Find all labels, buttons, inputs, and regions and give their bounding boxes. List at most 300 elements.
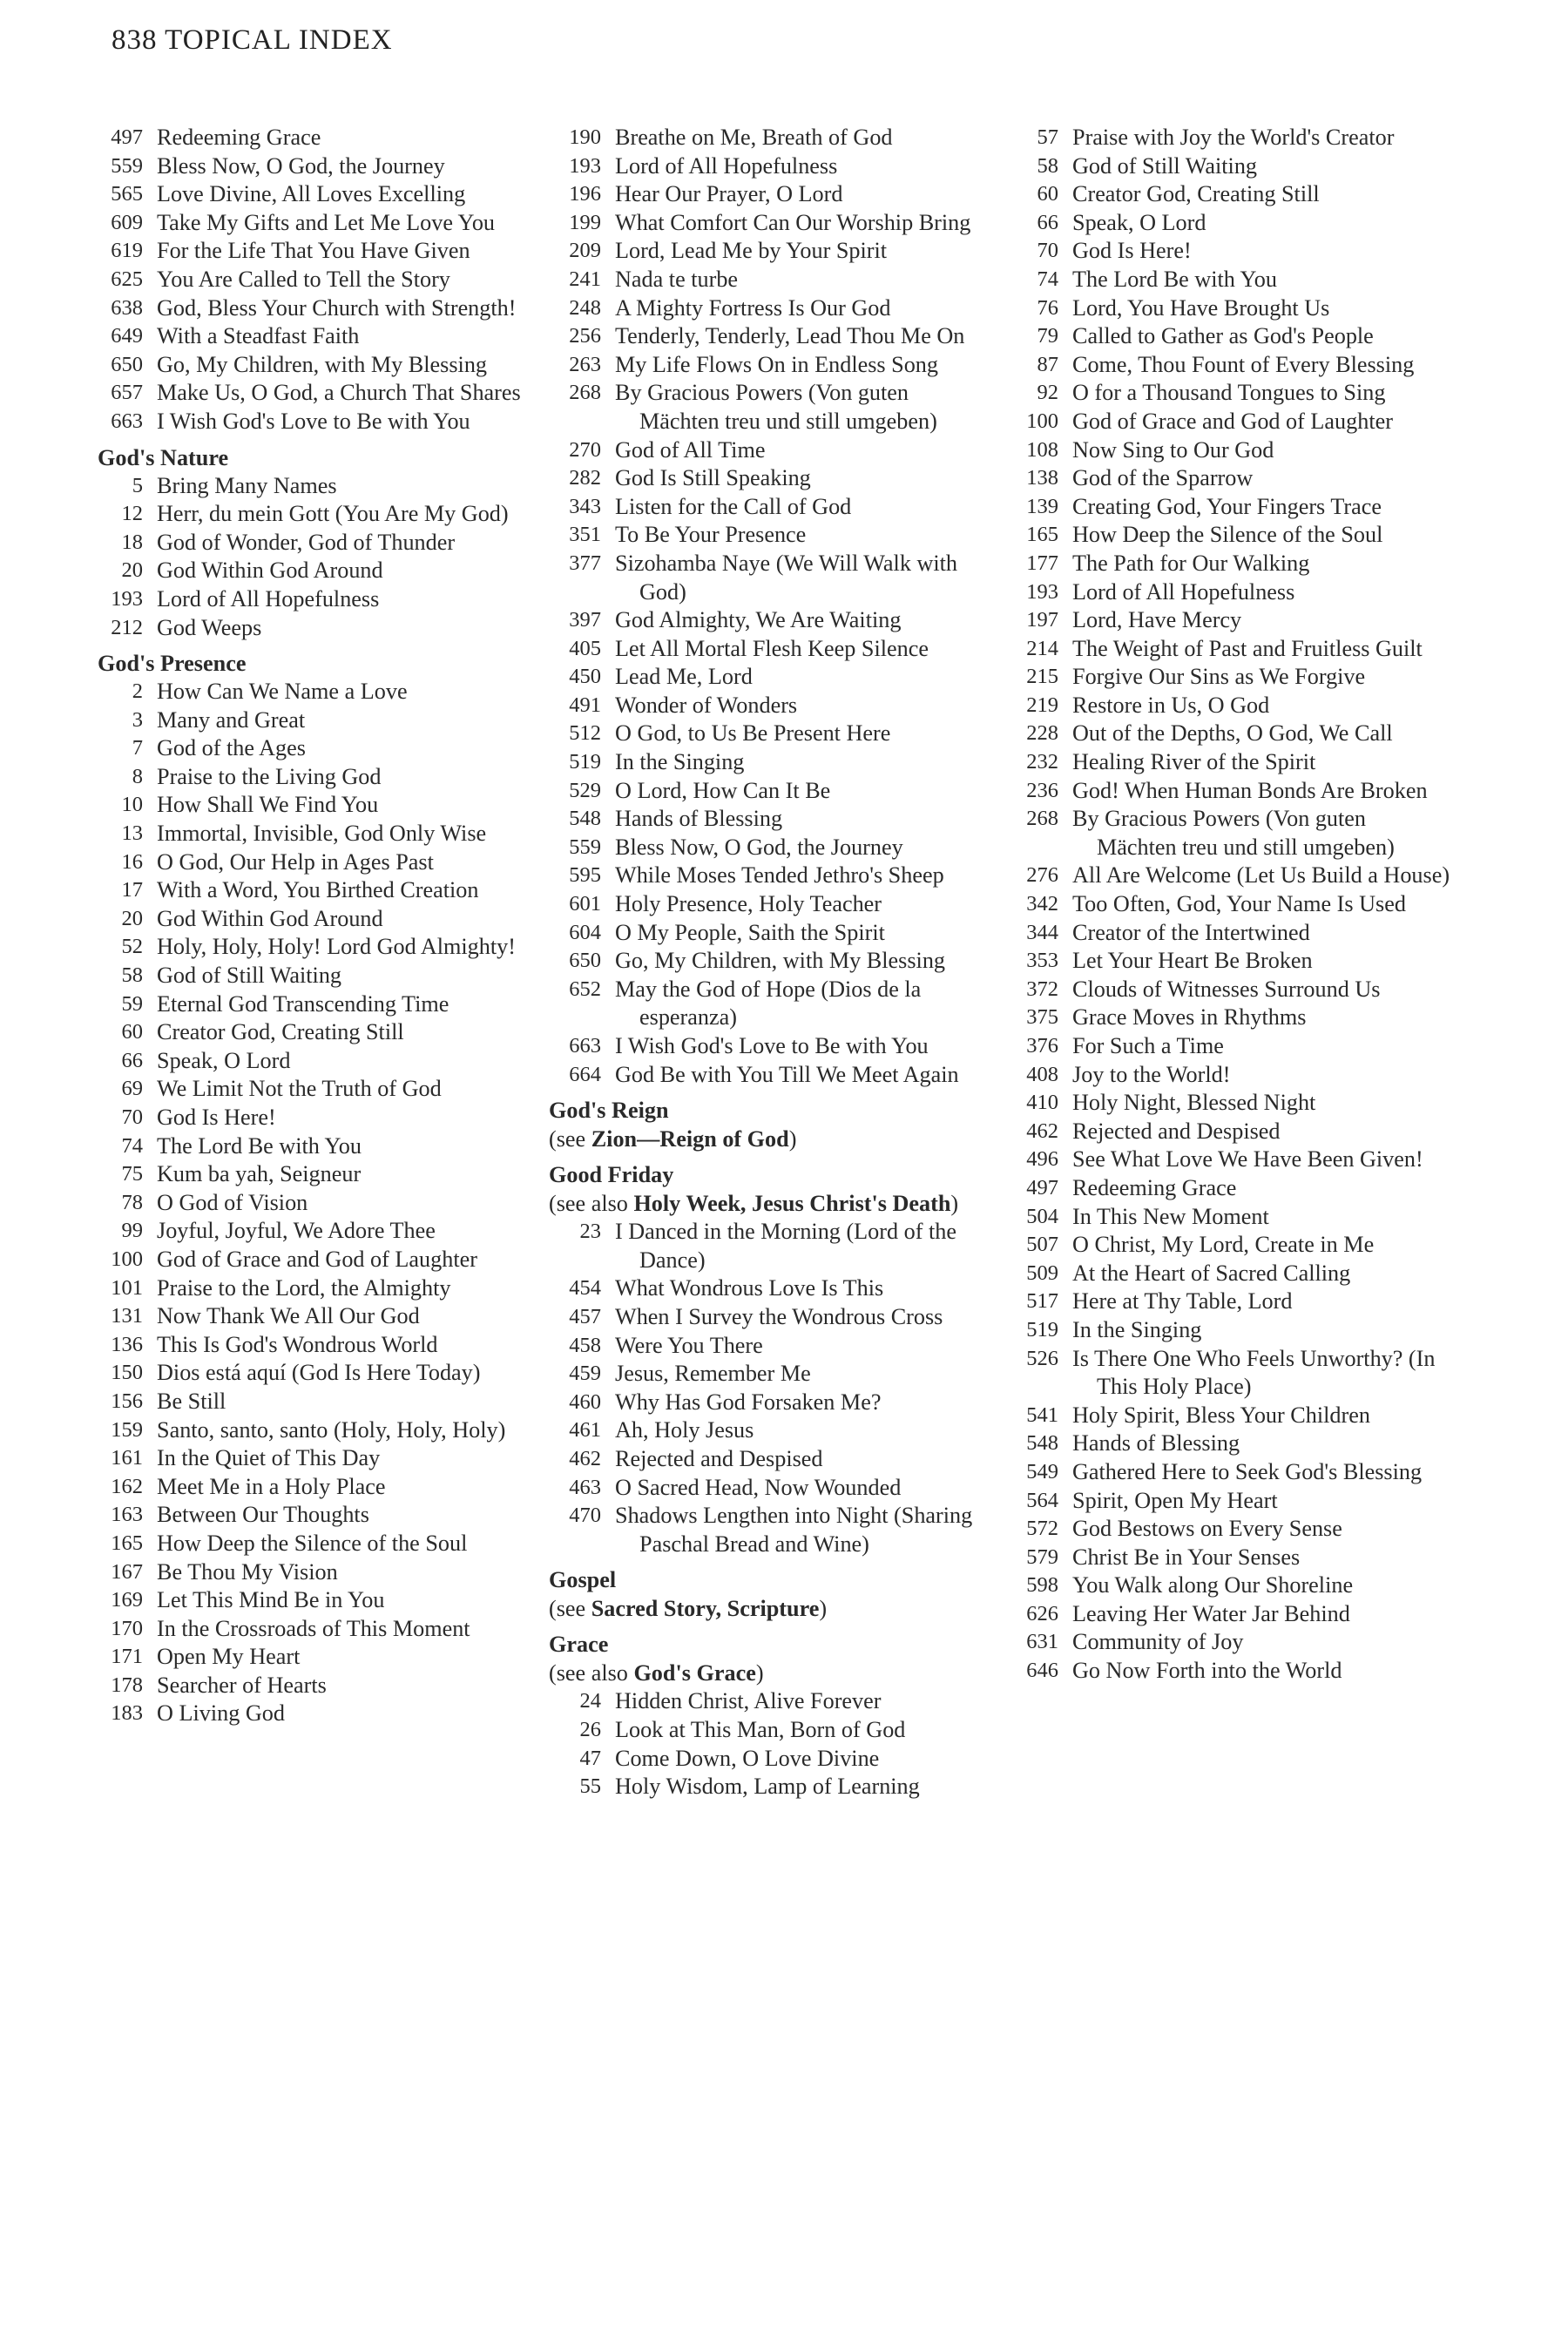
index-entry xyxy=(98,933,551,962)
index-entry xyxy=(549,436,976,465)
hymn-title: Immortal, Invisible, God Only Wise xyxy=(157,821,487,847)
index-entry xyxy=(549,1716,976,1745)
index-entry xyxy=(549,237,976,266)
hymn-number: 548 xyxy=(1026,1431,1058,1456)
hymn-number: 92 xyxy=(1037,381,1058,405)
hymn-number: 638 xyxy=(111,295,143,320)
hymn-number: 26 xyxy=(579,1717,601,1741)
hymn-title: Bless Now, O God, the Journey xyxy=(157,152,445,179)
hymn-title: The Lord Be with You xyxy=(1072,266,1277,292)
hymn-title: Clouds of Witnesses Surround Us xyxy=(1072,976,1381,1002)
hymn-title: God Is Here! xyxy=(157,1105,276,1130)
index-entry xyxy=(997,1458,1450,1487)
hymn-title: Tenderly, Tenderly, Lead Thou Me On xyxy=(615,323,965,349)
index-entry xyxy=(997,1487,1450,1516)
hymn-number: 57 xyxy=(1037,125,1058,149)
index-entry xyxy=(98,990,551,1019)
hymn-number: 457 xyxy=(569,1304,601,1328)
hymn-title: Eternal God Transcending Time xyxy=(157,990,449,1017)
cross-reference xyxy=(549,1189,976,1218)
hymn-number: 626 xyxy=(1026,1601,1058,1625)
hymn-number: 193 xyxy=(1026,579,1058,604)
index-entry xyxy=(98,1331,551,1360)
hymn-number: 454 xyxy=(569,1276,601,1301)
cross-reference xyxy=(549,1125,976,1153)
index-entry xyxy=(98,1104,551,1132)
index-entry xyxy=(549,834,976,862)
hymn-title: I Wish God's Love to Be with You xyxy=(157,408,470,434)
index-entry xyxy=(98,678,551,706)
hymn-title: To Be Your Presence xyxy=(615,522,807,548)
hymn-title: Take My Gifts and Let Me Love You xyxy=(157,209,496,235)
hymn-number: 16 xyxy=(121,849,143,874)
hymn-title: Holy Night, Blessed Night xyxy=(1072,1090,1316,1116)
hymn-title: God Weeps xyxy=(157,614,262,640)
index-entry xyxy=(997,152,1450,181)
hymn-title: Santo, santo, santo (Holy, Holy, Holy) xyxy=(157,1416,506,1443)
hymn-title: The Lord Be with You xyxy=(157,1132,362,1159)
index-entry xyxy=(549,777,976,806)
hymn-number: 209 xyxy=(569,239,601,263)
hymn-number: 631 xyxy=(1026,1630,1058,1654)
hymn-title: Let This Mind Be in You xyxy=(157,1587,385,1613)
index-entry xyxy=(98,1700,551,1728)
index-entry xyxy=(98,1388,551,1416)
hymn-number: 256 xyxy=(569,324,601,348)
hymn-title: Why Has God Forsaken Me? xyxy=(615,1389,882,1415)
index-entry xyxy=(98,1189,551,1218)
hymn-number: 162 xyxy=(111,1474,143,1498)
index-entry xyxy=(997,124,1450,152)
hymn-title: Herr, du mein Gott (You Are My God) xyxy=(157,501,509,527)
section-heading: Good Friday xyxy=(549,1162,674,1188)
hymn-title: At the Heart of Sacred Calling xyxy=(1072,1260,1351,1286)
hymn-title: Let All Mortal Flesh Keep Silence xyxy=(615,635,929,661)
hymn-number: 579 xyxy=(1026,1544,1058,1569)
hymn-title: Come Down, O Love Divine xyxy=(615,1745,880,1771)
hymn-number: 507 xyxy=(1026,1233,1058,1257)
hymn-number: 156 xyxy=(111,1389,143,1413)
page-title: TOPICAL INDEX xyxy=(165,24,393,56)
hymn-title: Listen for the Call of God xyxy=(615,493,852,519)
hymn-number: 459 xyxy=(569,1362,601,1386)
hymn-number: 663 xyxy=(569,1034,601,1058)
hymn-title: God of Still Waiting xyxy=(1072,152,1258,179)
hymn-number: 504 xyxy=(1026,1204,1058,1228)
index-entry xyxy=(98,1246,551,1274)
index-entry xyxy=(997,635,1450,664)
hymn-title: Lord, Lead Me by Your Spirit xyxy=(615,238,888,264)
hymn-number: 214 xyxy=(1026,636,1058,660)
hymn-title: I Wish God's Love to Be with You xyxy=(615,1033,929,1058)
hymn-title: God Almighty, We Are Waiting xyxy=(615,607,902,633)
hymn-title: Christ Be in Your Senses xyxy=(1072,1544,1301,1570)
hymn-title: Hear Our Prayer, O Lord xyxy=(615,181,843,207)
hymn-number: 470 xyxy=(569,1504,601,1528)
hymn-title: Lord, Have Mercy xyxy=(1072,607,1242,633)
hymn-title: By Gracious Powers (Von guten Mächten treu und still umgeben) xyxy=(1072,806,1395,860)
hymn-title: Praise to the Lord, the Almighty xyxy=(157,1274,451,1301)
hymn-number: 196 xyxy=(569,182,601,206)
index-entry xyxy=(997,521,1450,550)
hymn-number: 241 xyxy=(569,267,601,291)
hymn-number: 601 xyxy=(569,892,601,916)
hymn-number: 526 xyxy=(1026,1346,1058,1370)
hymn-title: My Life Flows On in Endless Song xyxy=(615,351,938,377)
hymn-number: 17 xyxy=(121,878,143,902)
hymn-number: 170 xyxy=(111,1616,143,1640)
index-entry xyxy=(549,663,976,692)
hymn-title: We Limit Not the Truth of God xyxy=(157,1076,442,1102)
hymn-title: Go Now Forth into the World xyxy=(1072,1658,1342,1684)
index-entry xyxy=(98,1302,551,1331)
hymn-number: 268 xyxy=(1026,807,1058,831)
hymn-title: Make Us, O God, a Church That Shares xyxy=(157,380,521,406)
index-entry xyxy=(549,1745,976,1774)
hymn-number: 212 xyxy=(111,615,143,639)
hymn-number: 232 xyxy=(1026,750,1058,774)
hymn-number: 100 xyxy=(1026,409,1058,433)
hymn-title: Open My Heart xyxy=(157,1644,301,1670)
hymn-title: In the Singing xyxy=(615,749,745,775)
index-entry xyxy=(997,1544,1450,1572)
index-section xyxy=(549,1630,976,1687)
hymn-number: 159 xyxy=(111,1417,143,1442)
index-entry xyxy=(997,1288,1450,1316)
index-entry xyxy=(98,1643,551,1672)
hymn-number: 343 xyxy=(569,494,601,518)
hymn-title: You Are Called to Tell the Story xyxy=(157,266,450,292)
index-entry xyxy=(98,351,551,380)
hymn-number: 646 xyxy=(1026,1659,1058,1683)
index-entry xyxy=(98,706,551,735)
index-entry xyxy=(549,1389,976,1417)
hymn-number: 462 xyxy=(569,1446,601,1470)
cross-reference-topic[interactable]: Sacred Story, Scripture xyxy=(591,1596,820,1622)
hymn-title: Creating God, Your Fingers Trace xyxy=(1072,493,1382,519)
index-entry xyxy=(98,1473,551,1502)
hymn-title: What Wondrous Love Is This xyxy=(615,1275,884,1301)
hymn-number: 3 xyxy=(132,707,143,732)
hymn-title: O God, to Us Be Present Here xyxy=(615,720,891,747)
hymn-title: What Comfort Can Our Worship Bring xyxy=(615,209,971,235)
hymn-title: For Such a Time xyxy=(1072,1033,1224,1058)
hymn-title: Be Still xyxy=(157,1388,226,1414)
hymn-title: O God, Our Help in Ages Past xyxy=(157,848,434,875)
hymn-title: Speak, O Lord xyxy=(1072,209,1206,235)
index-entry xyxy=(997,209,1450,238)
cross-reference-suffix: ) xyxy=(788,1126,797,1152)
hymn-number: 652 xyxy=(569,977,601,1001)
index-section xyxy=(98,649,551,678)
index-entry xyxy=(98,322,551,351)
hymn-title: Sizohamba Naye (We Will Walk with God) xyxy=(615,550,958,605)
index-entry xyxy=(997,947,1450,976)
hymn-number: 282 xyxy=(569,466,601,490)
hymn-number: 131 xyxy=(111,1304,143,1328)
hymn-title: Now Sing to Our God xyxy=(1072,436,1274,463)
hymn-title: Redeeming Grace xyxy=(157,125,321,150)
index-entry xyxy=(98,379,551,408)
index-entry xyxy=(997,862,1450,890)
index-entry xyxy=(997,976,1450,1004)
hymn-number: 649 xyxy=(111,324,143,348)
index-entry xyxy=(98,1501,551,1530)
index-entry xyxy=(997,1146,1450,1174)
index-entry xyxy=(997,322,1450,351)
hymn-title: Wonder of Wonders xyxy=(615,692,798,718)
index-entry xyxy=(98,876,551,905)
hymn-number: 163 xyxy=(111,1503,143,1527)
hymn-title: Go, My Children, with My Blessing xyxy=(157,351,488,377)
hymn-number: 664 xyxy=(569,1062,601,1086)
hymn-number: 60 xyxy=(1037,182,1058,206)
cross-reference-topic[interactable]: Holy Week, Jesus Christ's Death xyxy=(633,1191,951,1217)
index-column-3 xyxy=(997,124,1450,1686)
hymn-number: 24 xyxy=(579,1689,601,1713)
hymn-title: Come, Thou Fount of Every Blessing xyxy=(1072,351,1415,377)
hymn-number: 99 xyxy=(121,1219,143,1243)
hymn-number: 66 xyxy=(1037,210,1058,234)
hymn-number: 52 xyxy=(121,935,143,959)
hymn-number: 376 xyxy=(1026,1034,1058,1058)
cross-reference-prefix: (see also xyxy=(549,1191,634,1217)
hymn-title: Creator God, Creating Still xyxy=(157,1019,404,1045)
hymn-title: Love Divine, All Loves Excelling xyxy=(157,181,466,207)
hymn-number: 193 xyxy=(111,586,143,611)
section-heading: God's Reign xyxy=(549,1098,669,1124)
index-entry xyxy=(997,1657,1450,1686)
index-entry xyxy=(549,1474,976,1503)
cross-reference-suffix: ) xyxy=(950,1191,959,1217)
index-entry xyxy=(549,379,976,436)
cross-reference-prefix: (see xyxy=(549,1596,591,1622)
cross-reference-topic[interactable]: Zion—Reign of God xyxy=(591,1126,789,1152)
hymn-number: 12 xyxy=(121,502,143,526)
cross-reference-topic[interactable]: God's Grace xyxy=(633,1660,756,1686)
hymn-title: Here at Thy Table, Lord xyxy=(1072,1288,1293,1315)
hymn-title: Joy to the World! xyxy=(1072,1061,1231,1087)
hymn-title: Healing River of the Spirit xyxy=(1072,749,1316,775)
hymn-title: God Within God Around xyxy=(157,905,383,931)
index-entry xyxy=(997,294,1450,323)
hymn-number: 55 xyxy=(579,1774,601,1799)
hymn-title: Restore in Us, O God xyxy=(1072,692,1270,718)
section-heading: Gospel xyxy=(549,1567,617,1593)
hymn-title: In the Quiet of This Day xyxy=(157,1445,381,1471)
hymn-number: 236 xyxy=(1026,778,1058,802)
hymn-number: 491 xyxy=(569,693,601,717)
hymn-title: God! When Human Bonds Are Broken xyxy=(1072,777,1428,803)
hymn-number: 161 xyxy=(111,1446,143,1470)
index-entry xyxy=(997,550,1450,578)
index-entry xyxy=(98,294,551,323)
index-entry xyxy=(997,1600,1450,1629)
hymn-number: 74 xyxy=(1037,267,1058,291)
hymn-number: 138 xyxy=(1026,466,1058,490)
index-entry xyxy=(997,1231,1450,1260)
hymn-title: God, Bless Your Church with Strength! xyxy=(157,294,517,321)
index-entry xyxy=(98,820,551,848)
hymn-title: God Be with You Till We Meet Again xyxy=(615,1061,959,1087)
hymn-number: 169 xyxy=(111,1588,143,1612)
hymn-title: Community of Joy xyxy=(1072,1629,1244,1655)
index-entry xyxy=(997,805,1450,862)
hymn-title: Lord of All Hopefulness xyxy=(1072,578,1295,605)
hymn-number: 47 xyxy=(579,1746,601,1770)
hymn-number: 609 xyxy=(111,210,143,234)
hymn-number: 460 xyxy=(569,1389,601,1414)
hymn-number: 462 xyxy=(1026,1119,1058,1143)
index-entry xyxy=(98,152,551,181)
index-entry xyxy=(549,550,976,606)
hymn-number: 344 xyxy=(1026,920,1058,944)
hymn-title: Meet Me in a Holy Place xyxy=(157,1473,386,1499)
index-entry xyxy=(98,529,551,558)
hymn-number: 397 xyxy=(569,608,601,632)
index-entry xyxy=(549,1502,976,1558)
hymn-title: God of Grace and God of Laughter xyxy=(157,1246,477,1272)
index-entry xyxy=(997,464,1450,493)
hymn-title: O My People, Saith the Spirit xyxy=(615,919,885,945)
hymn-number: 177 xyxy=(1026,551,1058,575)
hymn-number: 375 xyxy=(1026,1005,1058,1030)
hymn-number: 463 xyxy=(569,1475,601,1499)
hymn-number: 165 xyxy=(1026,523,1058,547)
index-entry xyxy=(997,1515,1450,1544)
index-entry xyxy=(98,124,551,152)
hymn-number: 595 xyxy=(569,863,601,888)
hymn-number: 564 xyxy=(1026,1488,1058,1512)
hymn-number: 559 xyxy=(111,153,143,178)
index-entry xyxy=(549,1332,976,1361)
index-entry xyxy=(997,663,1450,692)
hymn-title: Jesus, Remember Me xyxy=(615,1361,811,1387)
cross-reference-suffix: ) xyxy=(819,1596,828,1622)
section-heading: Grace xyxy=(549,1632,609,1658)
index-entry xyxy=(549,1061,976,1090)
index-entry xyxy=(549,294,976,323)
hymn-number: 5 xyxy=(132,473,143,497)
index-entry xyxy=(549,124,976,152)
hymn-number: 100 xyxy=(111,1247,143,1271)
hymn-title: God Is Still Speaking xyxy=(615,465,811,491)
index-entry xyxy=(549,1687,976,1716)
index-entry xyxy=(997,1345,1450,1402)
hymn-number: 268 xyxy=(569,381,601,405)
hymn-title: In This New Moment xyxy=(1072,1203,1269,1229)
hymn-number: 497 xyxy=(1026,1175,1058,1200)
hymn-title: Creator of the Intertwined xyxy=(1072,919,1310,945)
hymn-number: 519 xyxy=(569,750,601,774)
index-entry xyxy=(98,848,551,877)
hymn-title: God of the Ages xyxy=(157,735,306,761)
index-entry xyxy=(98,1672,551,1700)
hymn-number: 70 xyxy=(1037,239,1058,263)
index-entry xyxy=(997,1089,1450,1118)
hymn-number: 509 xyxy=(1026,1260,1058,1285)
hymn-number: 193 xyxy=(569,153,601,178)
index-column-2 xyxy=(549,124,976,1801)
index-entry xyxy=(997,692,1450,720)
hymn-title: Called to Gather as God's People xyxy=(1072,323,1374,349)
hymn-title: Ah, Holy Jesus xyxy=(615,1417,754,1443)
page-number: 838 xyxy=(112,24,158,56)
index-entry xyxy=(997,1429,1450,1458)
hymn-number: 663 xyxy=(111,409,143,433)
hymn-number: 190 xyxy=(569,125,601,149)
hymn-title: Dios está aquí (God Is Here Today) xyxy=(157,1360,481,1386)
hymn-number: 199 xyxy=(569,210,601,234)
hymn-number: 372 xyxy=(1026,977,1058,1001)
hymn-number: 541 xyxy=(1026,1402,1058,1427)
hymn-title: O Christ, My Lord, Create in Me xyxy=(1072,1232,1375,1258)
index-entry xyxy=(549,493,976,522)
hymn-title: Joyful, Joyful, We Adore Thee xyxy=(157,1218,436,1244)
index-entry xyxy=(997,1118,1450,1146)
index-entry xyxy=(98,585,551,614)
index-entry xyxy=(549,1445,976,1474)
hymn-title: God of Wonder, God of Thunder xyxy=(157,529,456,555)
hymn-number: 101 xyxy=(111,1275,143,1300)
index-entry xyxy=(997,351,1450,380)
index-entry xyxy=(997,1174,1450,1203)
hymn-title: For the Life That You Have Given xyxy=(157,238,470,264)
hymn-title: God Bestows on Every Sense xyxy=(1072,1516,1342,1542)
hymn-title: A Mighty Fortress Is Our God xyxy=(615,294,891,321)
index-entry xyxy=(549,805,976,834)
hymn-title: O Sacred Head, Now Wounded xyxy=(615,1474,902,1500)
hymn-title: With a Steadfast Faith xyxy=(157,323,360,349)
hymn-number: 450 xyxy=(569,665,601,689)
cross-reference-suffix: ) xyxy=(755,1660,764,1686)
index-entry xyxy=(549,1218,976,1274)
index-entry xyxy=(98,1558,551,1587)
hymn-number: 519 xyxy=(1026,1317,1058,1342)
hymn-number: 228 xyxy=(1026,721,1058,746)
hymn-title: Is There One Who Feels Unworthy? (In This Holy Place) xyxy=(1072,1345,1436,1400)
hymn-title: Praise with Joy the World's Creator xyxy=(1072,125,1395,150)
hymn-title: Speak, O Lord xyxy=(157,1047,291,1073)
cross-reference xyxy=(549,1659,976,1687)
index-section xyxy=(549,1160,976,1218)
hymn-number: 512 xyxy=(569,721,601,746)
index-entry xyxy=(98,1047,551,1076)
index-entry xyxy=(997,1061,1450,1090)
hymn-title: Be Thou My Vision xyxy=(157,1558,338,1585)
hymn-title: Searcher of Hearts xyxy=(157,1672,327,1698)
index-entry xyxy=(98,1416,551,1445)
hymn-number: 20 xyxy=(121,906,143,930)
section-heading: God's Nature xyxy=(98,444,229,470)
hymn-number: 78 xyxy=(121,1190,143,1214)
hymn-number: 79 xyxy=(1037,324,1058,348)
hymn-number: 150 xyxy=(111,1361,143,1385)
index-column-1 xyxy=(98,124,551,1728)
hymn-title: All Are Welcome (Let Us Build a House) xyxy=(1072,862,1450,889)
hymn-title: Hands of Blessing xyxy=(615,806,783,832)
hymn-number: 517 xyxy=(1026,1289,1058,1314)
hymn-title: Hands of Blessing xyxy=(1072,1430,1240,1456)
index-entry xyxy=(997,436,1450,465)
index-entry xyxy=(997,237,1450,266)
hymn-number: 171 xyxy=(111,1645,143,1669)
index-entry xyxy=(549,919,976,948)
index-entry xyxy=(549,947,976,976)
hymn-title: May the God of Hope (Dios de la esperanza) xyxy=(615,976,922,1031)
index-section xyxy=(549,1096,976,1153)
index-entry xyxy=(997,180,1450,209)
